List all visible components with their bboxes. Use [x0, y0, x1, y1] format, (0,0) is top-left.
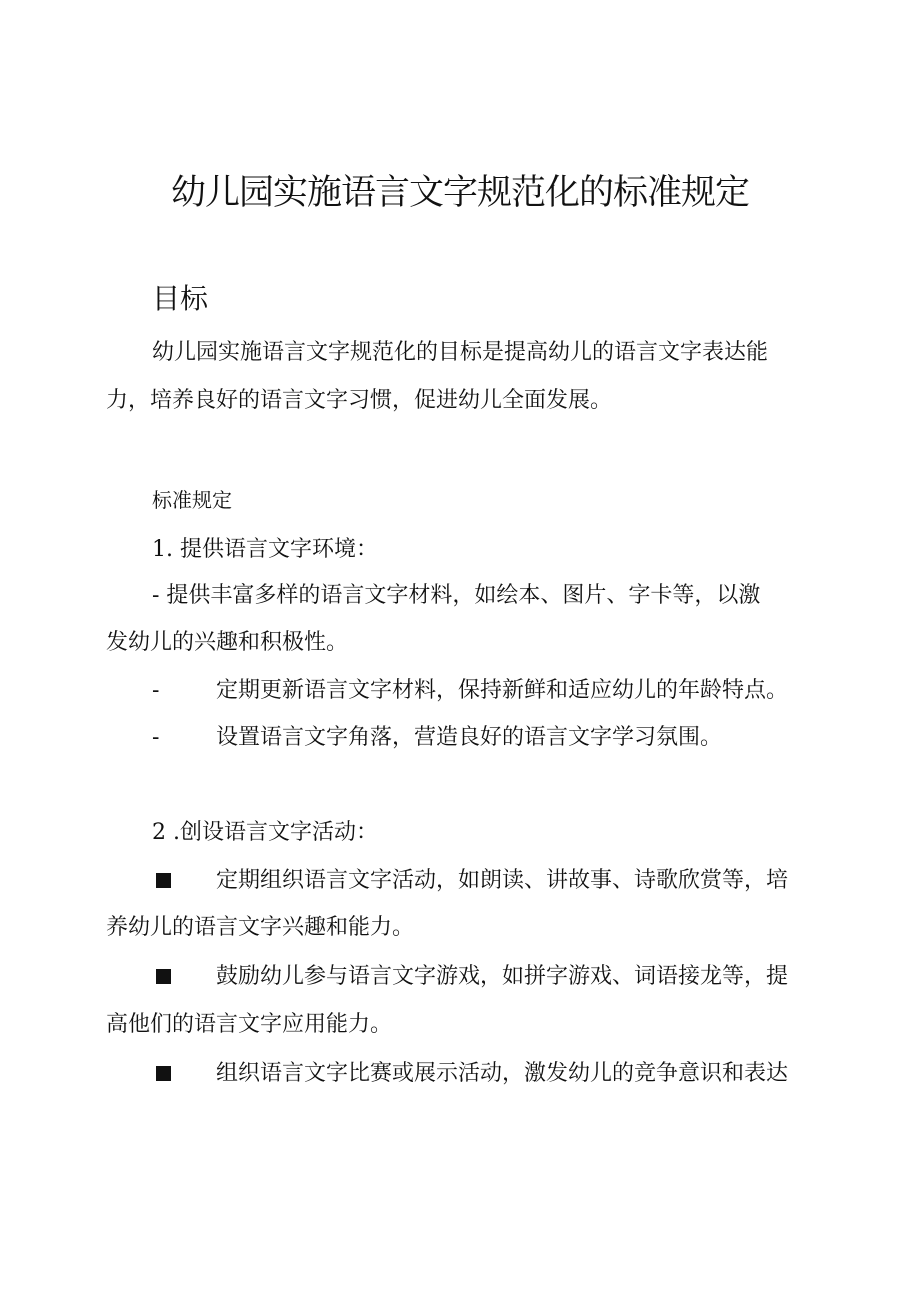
section-1-item-1-line-1: - 提供丰富多样的语言文字材料，如绘本、图片、字卡等，以激: [152, 583, 761, 608]
section-2-item-1-line-2: 养幼儿的语言文字兴趣和能力。: [106, 915, 415, 940]
section-2-item-2-line-1: 鼓励幼儿参与语言文字游戏，如拼字游戏、词语接龙等，提: [216, 964, 789, 989]
goal-paragraph-line-1: 幼儿园实施语言文字规范化的目标是提高幼儿的语言文字表达能: [152, 340, 769, 365]
section-2-item-3-line-1: 组织语言文字比赛或展示活动，激发幼儿的竞争意识和表达: [216, 1061, 789, 1086]
section-2-title: 2 .创设语言文字活动：: [152, 820, 378, 845]
section-2-item-1-line-1: 定期组织语言文字活动，如朗读、讲故事、诗歌欣赏等，培: [216, 868, 789, 893]
standards-heading: 标准规定: [152, 488, 232, 512]
square-bullet-icon: [156, 1066, 171, 1081]
section-2-item-2-line-2: 高他们的语言文字应用能力。: [106, 1012, 393, 1037]
dash-marker: -: [152, 725, 160, 750]
square-bullet-icon: [156, 969, 171, 984]
document-title: 幼儿园实施语言文字规范化的标准规定: [170, 173, 749, 213]
goal-paragraph-line-2: 力，培养良好的语言文字习惯，促进幼儿全面发展。: [106, 388, 613, 413]
section-1-title: 1. 提供语言文字环境：: [152, 537, 378, 562]
dash-marker: -: [152, 678, 160, 703]
section-1-item-2-text: 定期更新语言文字材料，保持新鲜和适应幼儿的年龄特点。: [216, 678, 789, 703]
square-bullet-icon: [156, 873, 171, 888]
section-1-item-3-text: 设置语言文字角落，营造良好的语言文字学习氛围。: [216, 725, 723, 750]
section-1-item-1-line-2: 发幼儿的兴趣和积极性。: [106, 630, 349, 655]
goal-heading: 目标: [152, 282, 209, 315]
